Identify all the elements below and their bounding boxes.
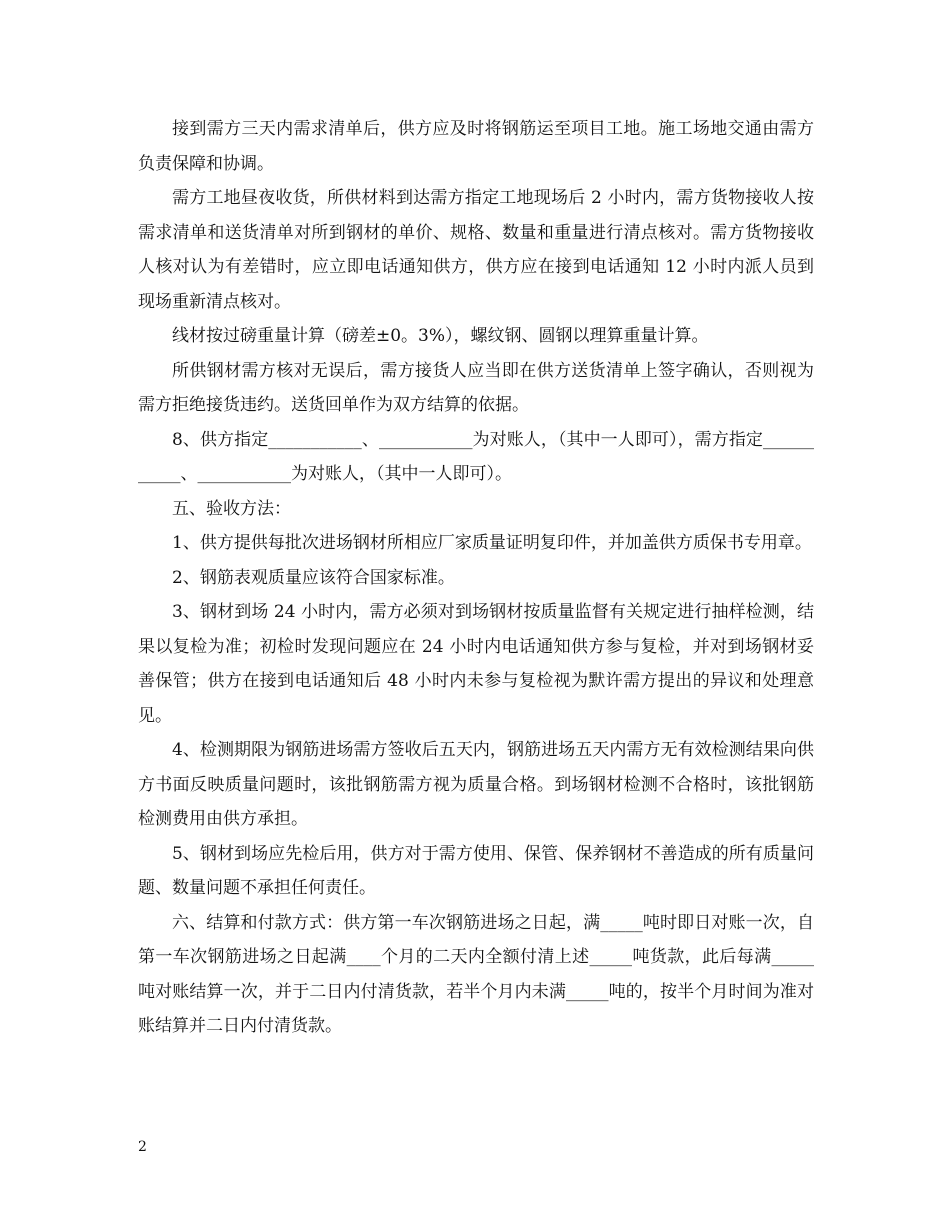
paragraph-acceptance-2: 2、钢筋表观质量应该符合国家标准。 — [172, 567, 455, 588]
paragraph-receiving-check: 需方工地昼夜收货，所供材料到达需方指定工地现场后 2 小时内，需方货物接收人按需求清单和送货清单对所到钢材的单价、规格、数量和重量进行清点核对。需方货物接收人核对认为有差错时，应立即电话通知供方，供方应在接到电话通知 12 小时内派人员到现场重新清点核对。 — [138, 188, 814, 312]
paragraph-reconciliation-persons: 8、供方指定___________、___________为对账人，（其中一人即可），需方指定___________、___________为对账人，（其中一人即可）。 — [138, 429, 814, 484]
paragraph-delivery: 接到需方三天内需求清单后，供方应及时将钢筋运至项目工地。施工场地交通由需方负责保障和协调。 — [138, 119, 814, 174]
paragraph-weight-calculation: 线材按过磅重量计算（磅差±0。3%），螺纹钢、圆钢以理算重量计算。 — [172, 326, 709, 346]
paragraph-acceptance-1: 1、供方提供每批次进场钢材所相应厂家质量证明复印件，并加盖供方质保书专用章。 — [172, 533, 812, 553]
document-body — [138, 112, 814, 1044]
paragraph-signature-confirmation: 所供钢材需方核对无误后，需方接货人应当即在供方送货清单上签字确认，否则视为需方拒绝接货违约。送货回单作为双方结算的依据。 — [138, 360, 814, 415]
paragraph-settlement-payment: 六、结算和付款方式：供方第一车次钢筋进场之日起，满_____吨时即日对账一次，自第一车次钢筋进场之日起满____个月的二天内全额付清上述_____吨货款，此后每满_____吨对账结算一次，并于二日内付清货款，若半个月内未满_____吨的，按半个月时间为准对账结算并二日内付清货款。 — [138, 912, 814, 1036]
paragraph-acceptance-4: 4、检测期限为钢筋进场需方签收后五天内，钢筋进场五天内需方无有效检测结果向供方书面反映质量问题时，该批钢筋需方视为质量合格。到场钢材检测不合格时，该批钢筋检测费用由供方承担。 — [138, 740, 814, 829]
section-heading-acceptance: 五、验收方法： — [172, 498, 291, 519]
paragraph-acceptance-5: 5、钢材到场应先检后用，供方对于需方使用、保管、保养钢材不善造成的所有质量问题、数量问题不承担任何责任。 — [138, 843, 814, 898]
page-number: 2 — [138, 1139, 147, 1155]
paragraph-acceptance-3: 3、钢材到场 24 小时内，需方必须对到场钢材按质量监督有关规定进行抽样检测，结果以复检为准；初检时发现问题应在 24 小时内电话通知供方参与复检，并对到场钢材妥善保管；供方在接到电话通知后 48 小时内未参与复检视为默许需方提出的异议和处理意见。 — [138, 602, 814, 726]
